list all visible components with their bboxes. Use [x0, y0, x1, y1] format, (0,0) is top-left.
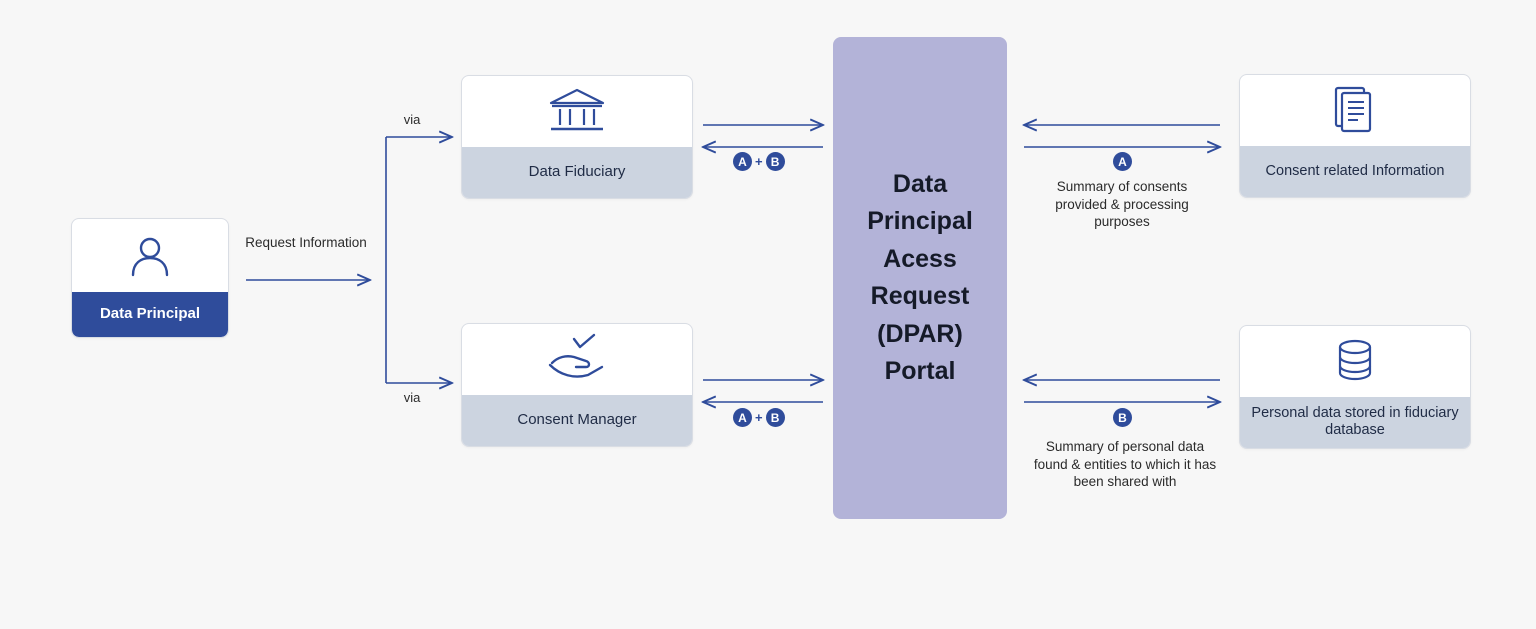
badge-b-icon: B: [766, 152, 785, 171]
badge-plus-label: +: [755, 154, 763, 169]
edge-label-via-consent-manager: via: [403, 390, 421, 405]
node-data-principal: [71, 218, 229, 338]
node-consent-manager: [461, 323, 693, 447]
badge-group-consent-manager: [733, 408, 785, 427]
documents-icon: [1240, 75, 1470, 146]
badge-a-icon: A: [1113, 152, 1132, 171]
edge-label-personal-summary: Summary of personal data found & entities to which it has been shared with: [1033, 439, 1217, 490]
badge-b-icon: B: [766, 408, 785, 427]
hand-check-icon: [462, 324, 692, 395]
bank-icon: [462, 76, 692, 147]
badge-group-fiduciary: [733, 152, 785, 171]
database-icon: [1240, 326, 1470, 397]
edge-label-via-fiduciary: via: [403, 112, 421, 127]
person-icon: [72, 219, 228, 292]
node-data-fiduciary-label: Data Fiduciary: [462, 147, 692, 198]
node-personal-data-label: Personal data stored in fiduciary database: [1240, 397, 1470, 448]
badge-plus-label: +: [755, 410, 763, 425]
node-consent-manager-label: Consent Manager: [462, 395, 692, 446]
edge-label-request-information: Request Information: [245, 235, 367, 250]
badge-group-consent-info: [1113, 152, 1132, 171]
node-dpar-portal-label: Data Principal Acess Request (DPAR) Portal: [867, 169, 973, 385]
node-dpar-portal: [833, 37, 1007, 519]
badge-a-icon: A: [733, 408, 752, 427]
badge-group-personal-data: [1113, 408, 1132, 427]
edge-label-consent-summary: Summary of consents provided & processing purposes: [1055, 179, 1189, 230]
node-data-principal-label: Data Principal: [72, 292, 228, 337]
node-data-fiduciary: [461, 75, 693, 199]
badge-a-icon: A: [733, 152, 752, 171]
node-consent-related-information: [1239, 74, 1471, 198]
node-consent-related-information-label: Consent related Information: [1240, 146, 1470, 197]
badge-b-icon: B: [1113, 408, 1132, 427]
node-personal-data: [1239, 325, 1471, 449]
